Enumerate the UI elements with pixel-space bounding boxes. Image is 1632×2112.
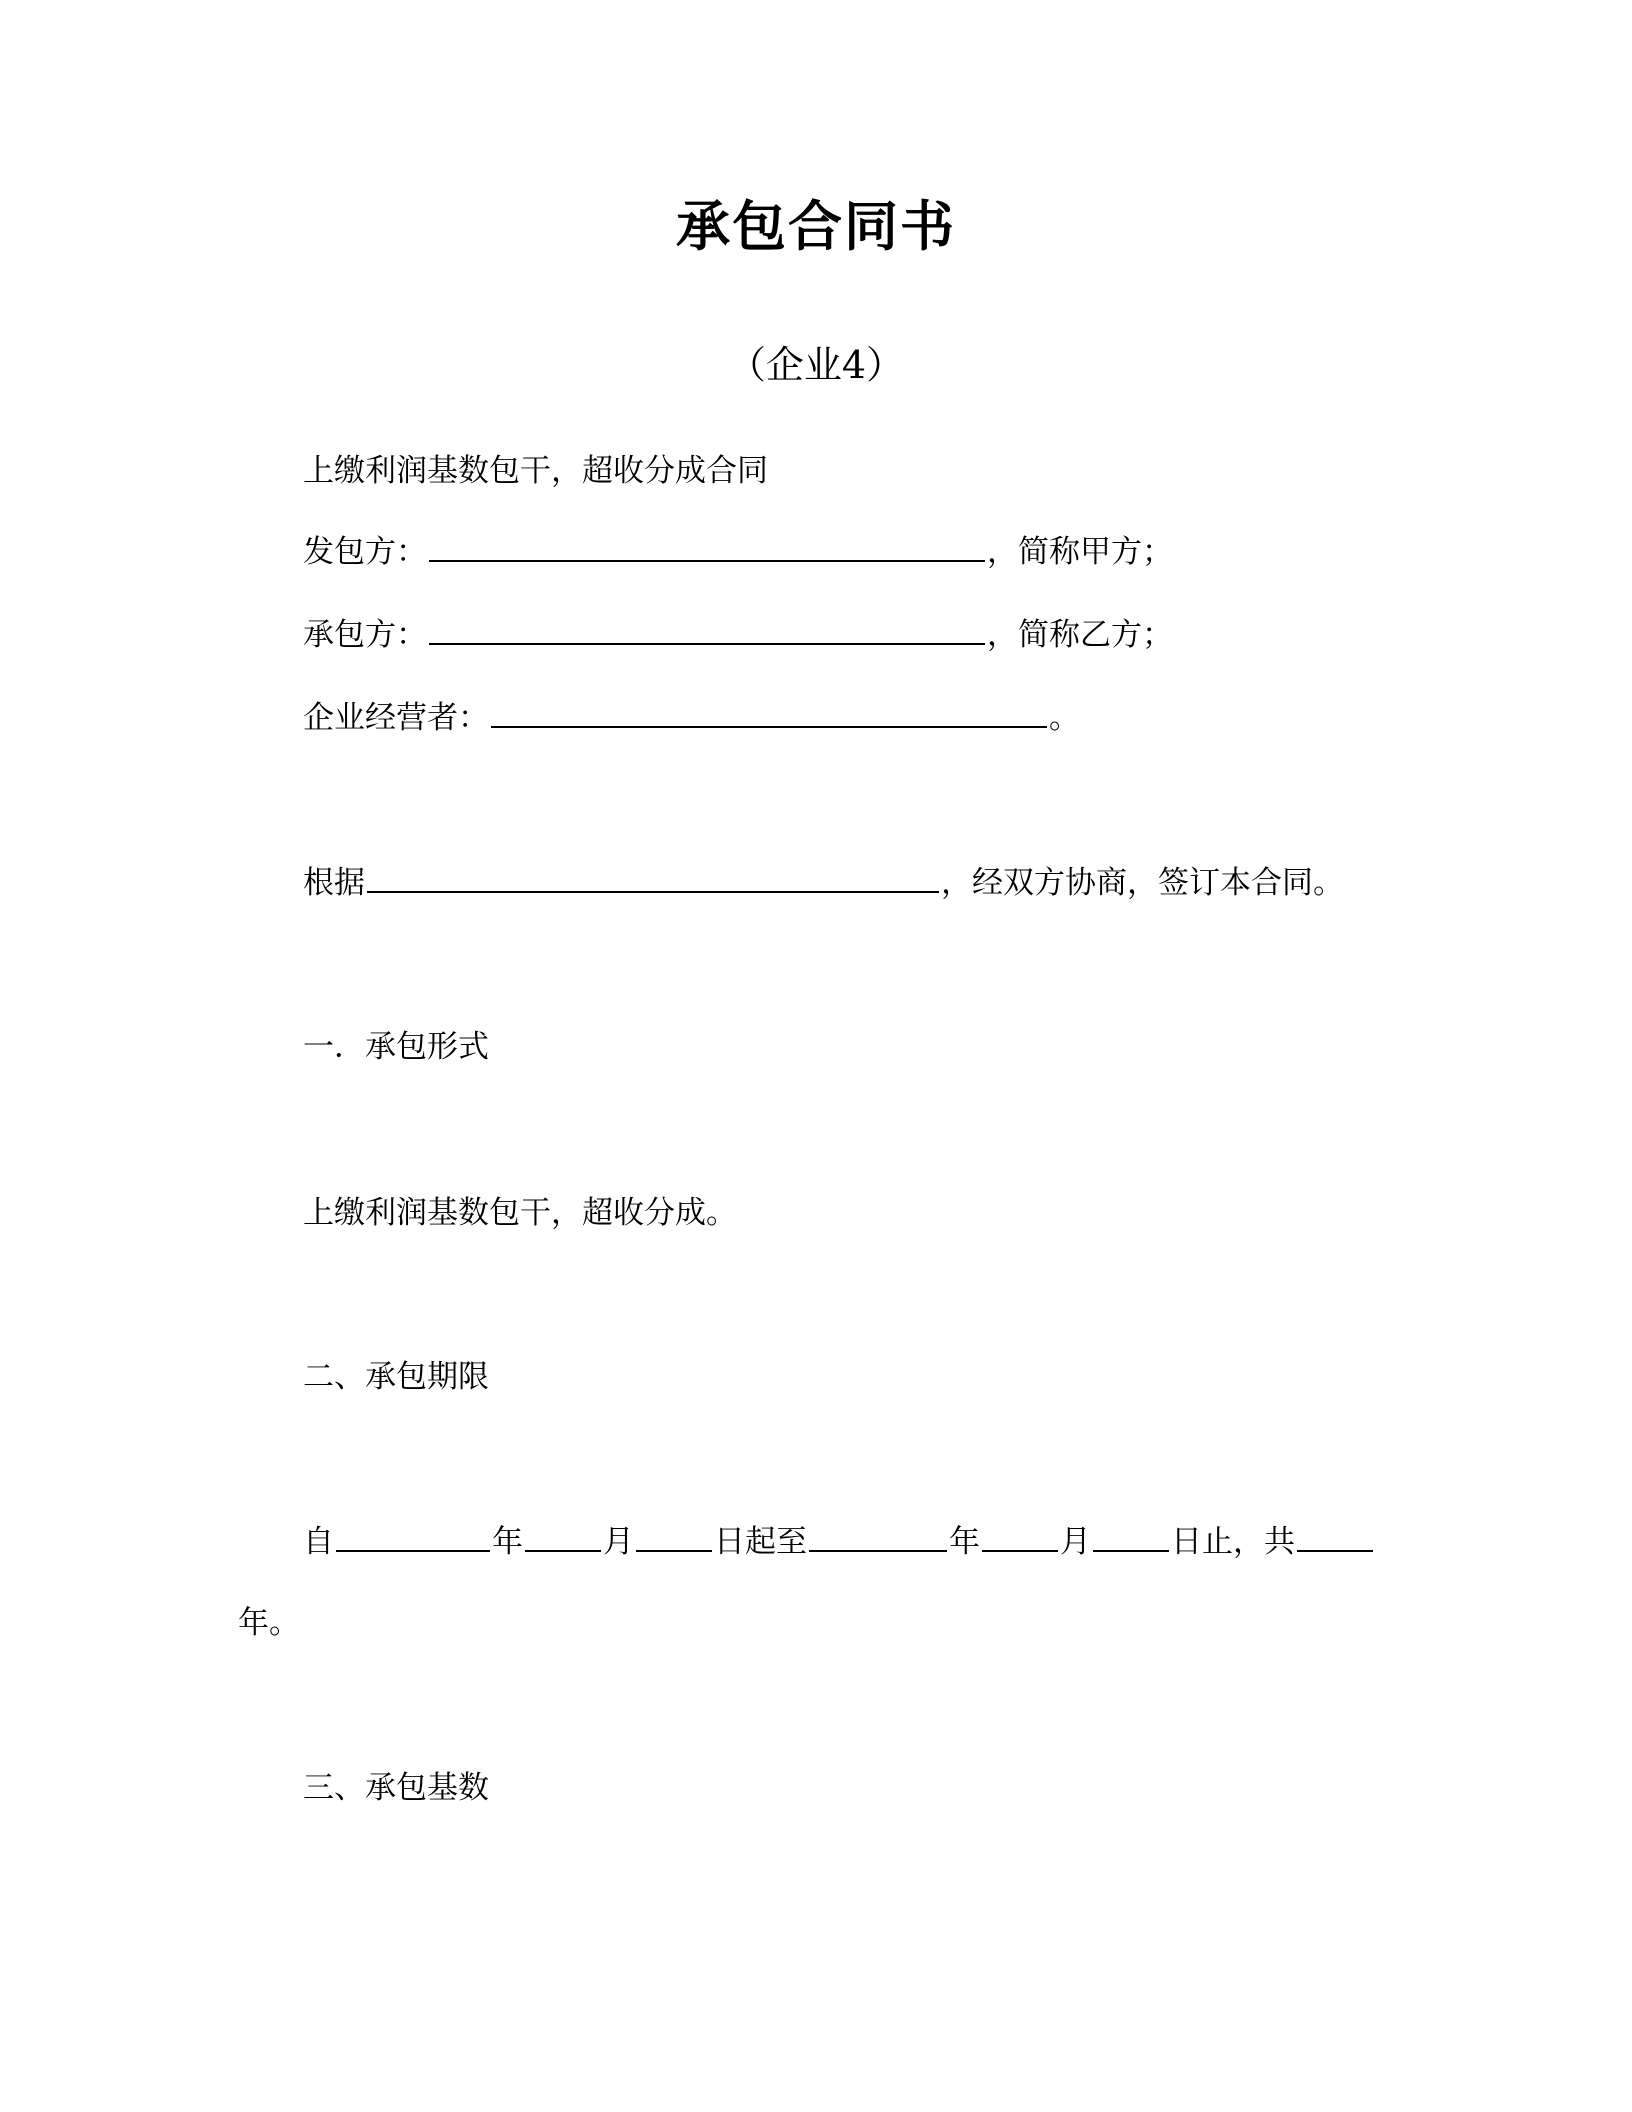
operator-suffix: 。 — [1049, 700, 1080, 736]
term-day-start: 日起至 — [714, 1524, 807, 1560]
term-month-label: 月 — [603, 1524, 634, 1560]
operator-blank[interactable] — [491, 696, 1047, 728]
section-1-heading: 一．承包形式 — [303, 1029, 489, 1065]
issuer-label: 发包方： — [303, 534, 427, 570]
contractor-suffix: ，简称乙方； — [987, 617, 1173, 653]
term-start-day-blank[interactable] — [636, 1520, 712, 1552]
basis-blank[interactable] — [367, 861, 939, 893]
term-month-label-2: 月 — [1060, 1524, 1091, 1560]
term-start-year-blank[interactable] — [336, 1520, 490, 1552]
operator-label: 企业经营者： — [303, 700, 489, 736]
term-end-month-blank[interactable] — [982, 1520, 1058, 1552]
document-subtitle: （企业4） — [727, 343, 905, 387]
basis-line — [303, 861, 1344, 905]
term-start-month-blank[interactable] — [525, 1520, 601, 1552]
term-end-year-blank[interactable] — [809, 1520, 947, 1552]
term-total-year-suffix: 年。 — [238, 1605, 300, 1641]
basis-suffix: ，经双方协商，签订本合同。 — [941, 865, 1344, 901]
section-1-body: 上缴利润基数包干，超收分成。 — [303, 1195, 737, 1231]
term-total-years-blank[interactable] — [1297, 1520, 1373, 1552]
contractor-line — [303, 613, 1173, 657]
term-year-label-2: 年 — [949, 1524, 980, 1560]
operator-line — [303, 696, 1080, 740]
issuer-suffix: ，简称甲方； — [987, 534, 1173, 570]
term-day-end: 日止，共 — [1171, 1524, 1295, 1560]
issuer-line — [303, 530, 1173, 574]
contract-type-line: 上缴利润基数包干，超收分成合同 — [303, 453, 768, 489]
basis-prefix: 根据 — [303, 865, 365, 901]
contractor-label: 承包方： — [303, 617, 427, 653]
section-2-heading: 二、承包期限 — [303, 1359, 489, 1395]
issuer-blank[interactable] — [429, 530, 985, 562]
section-3-heading: 三、承包基数 — [303, 1770, 489, 1806]
term-end-day-blank[interactable] — [1093, 1520, 1169, 1552]
term-from: 自 — [303, 1524, 334, 1560]
document-title: 承包合同书 — [676, 195, 956, 258]
term-line — [303, 1520, 1375, 1564]
contractor-blank[interactable] — [429, 613, 985, 645]
term-year-label: 年 — [492, 1524, 523, 1560]
